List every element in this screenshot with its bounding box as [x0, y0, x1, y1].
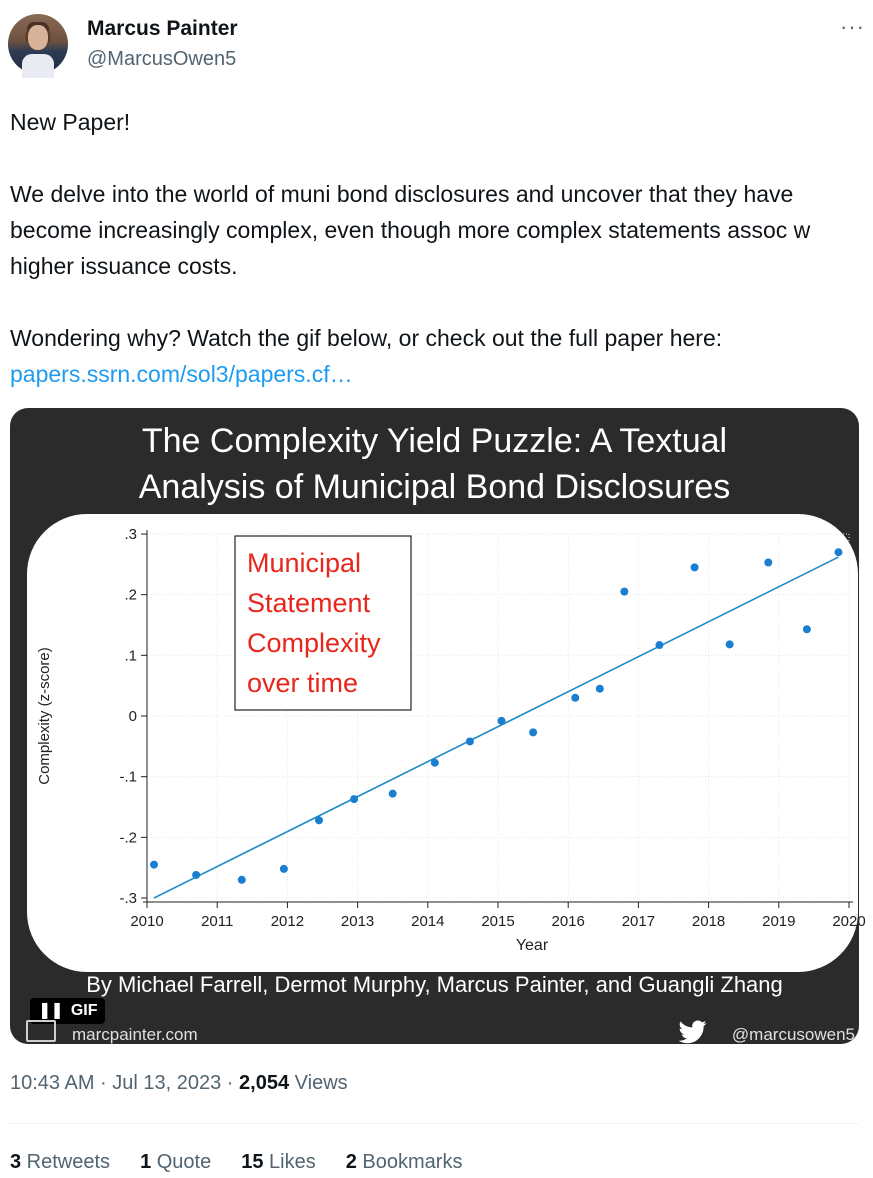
y-tick-label: -.2: [119, 829, 137, 847]
pause-icon[interactable]: ❚❚: [38, 1002, 63, 1019]
views-count: 2,054: [239, 1072, 290, 1094]
y-tick-label: .3: [124, 526, 137, 543]
x-tick-label: 2017: [621, 913, 656, 930]
paper-link[interactable]: papers.ssrn.com/sol3/papers.cf…: [10, 361, 353, 387]
data-point: [596, 685, 604, 693]
media-title: [10, 418, 859, 510]
gif-media[interactable]: [10, 408, 866, 1044]
y-tick-label: .2: [124, 586, 137, 604]
x-tick-label: 2018: [691, 913, 726, 930]
y-tick-label: 0: [128, 708, 137, 725]
x-tick-label: 2019: [762, 913, 796, 930]
data-point: [280, 865, 288, 873]
retweets-count: 3: [10, 1151, 22, 1173]
likes-stat[interactable]: [241, 1151, 316, 1174]
annotation-line: over time: [247, 668, 359, 698]
retweets-stat[interactable]: [10, 1151, 110, 1174]
x-tick-label: 2014: [411, 913, 445, 930]
engagement-stats: [10, 1151, 462, 1174]
data-point: [620, 588, 628, 596]
x-tick-label: 2020: [832, 913, 866, 930]
data-point: [655, 641, 663, 649]
tweet-timestamp[interactable]: 10:43 AM · Jul 13, 2023 ·: [10, 1072, 240, 1094]
x-tick-label: 2015: [481, 913, 515, 930]
data-point: [350, 795, 358, 803]
bookmarks-stat[interactable]: [346, 1151, 463, 1174]
retweets-label: Retweets: [21, 1151, 111, 1173]
avatar-face: [28, 25, 48, 50]
monitor-icon: [26, 1020, 56, 1042]
data-point: [238, 876, 246, 884]
x-tick-label: 2012: [270, 913, 305, 930]
media-title-line-1: The Complexity Yield Puzzle: A Textual: [141, 422, 728, 460]
data-point: [192, 871, 200, 879]
complexity-scatter-chart: [27, 514, 866, 972]
tweet-text: [10, 104, 860, 392]
site-url: marcpainter.com: [72, 1025, 198, 1044]
media-twitter-handle: @marcusowen5: [731, 1025, 855, 1044]
views-label: Views: [289, 1072, 348, 1094]
data-point: [389, 790, 397, 798]
annotation-line: Complexity: [247, 628, 381, 658]
data-point: [764, 559, 772, 567]
x-tick-label: 2016: [551, 913, 585, 930]
author-handle[interactable]: @MarcusOwen5: [87, 48, 237, 70]
data-point: [466, 737, 474, 745]
author-name[interactable]: Marcus Painter: [87, 17, 238, 40]
quotes-stat[interactable]: [140, 1151, 211, 1174]
tweet-paragraph-3: Wondering why? Watch the gif below, or check out the full paper here:: [10, 325, 723, 351]
gif-label: GIF: [70, 1002, 98, 1019]
y-tick-label: -.3: [119, 890, 137, 907]
bookmarks-count: 2: [345, 1151, 357, 1173]
more-horizontal-icon[interactable]: ···: [840, 14, 865, 39]
data-point: [529, 728, 537, 736]
data-point: [498, 717, 506, 725]
tweet-meta: [10, 1072, 348, 1095]
annotation-line: Statement: [247, 588, 371, 618]
media-title-line-2: Analysis of Municipal Bond Disclosures: [138, 468, 731, 506]
data-point: [691, 563, 699, 571]
data-point: [315, 816, 323, 824]
data-point: [726, 640, 734, 648]
annotation-line: Municipal: [247, 548, 362, 578]
x-tick-label: 2011: [201, 913, 234, 930]
quotes-count: 1: [140, 1151, 152, 1173]
tweet-paragraph-2: We delve into the world of muni bond disclosures and uncover that they have become increasingly complex, even though more complex statements assoc w higher issuance costs.: [10, 181, 811, 279]
paper-authors: By Michael Farrell, Dermot Murphy, Marcus Painter, and Guangli Zhang: [86, 972, 783, 997]
avatar-shirt: [22, 54, 54, 78]
data-point: [431, 759, 439, 767]
data-point: [803, 625, 811, 633]
y-tick-label: -.1: [119, 768, 137, 786]
x-tick-label: 2010: [130, 913, 164, 930]
x-tick-label: 2013: [340, 913, 375, 930]
tweet-header: [8, 14, 865, 76]
data-point: [834, 548, 842, 556]
x-axis-label: Year: [515, 937, 549, 954]
likes-label: Likes: [263, 1151, 316, 1173]
y-axis-label: Complexity (z-score): [36, 647, 53, 785]
likes-count: 15: [241, 1151, 264, 1173]
y-tick-label: .1: [124, 647, 137, 665]
tweet-line-1: New Paper!: [10, 109, 131, 135]
quotes-label: Quote: [151, 1151, 212, 1173]
avatar[interactable]: [8, 14, 68, 74]
divider: [10, 1123, 859, 1124]
data-point: [150, 861, 158, 869]
data-point: [571, 694, 579, 702]
bookmarks-label: Bookmarks: [356, 1151, 463, 1173]
twitter-bird-icon: [679, 1020, 707, 1044]
